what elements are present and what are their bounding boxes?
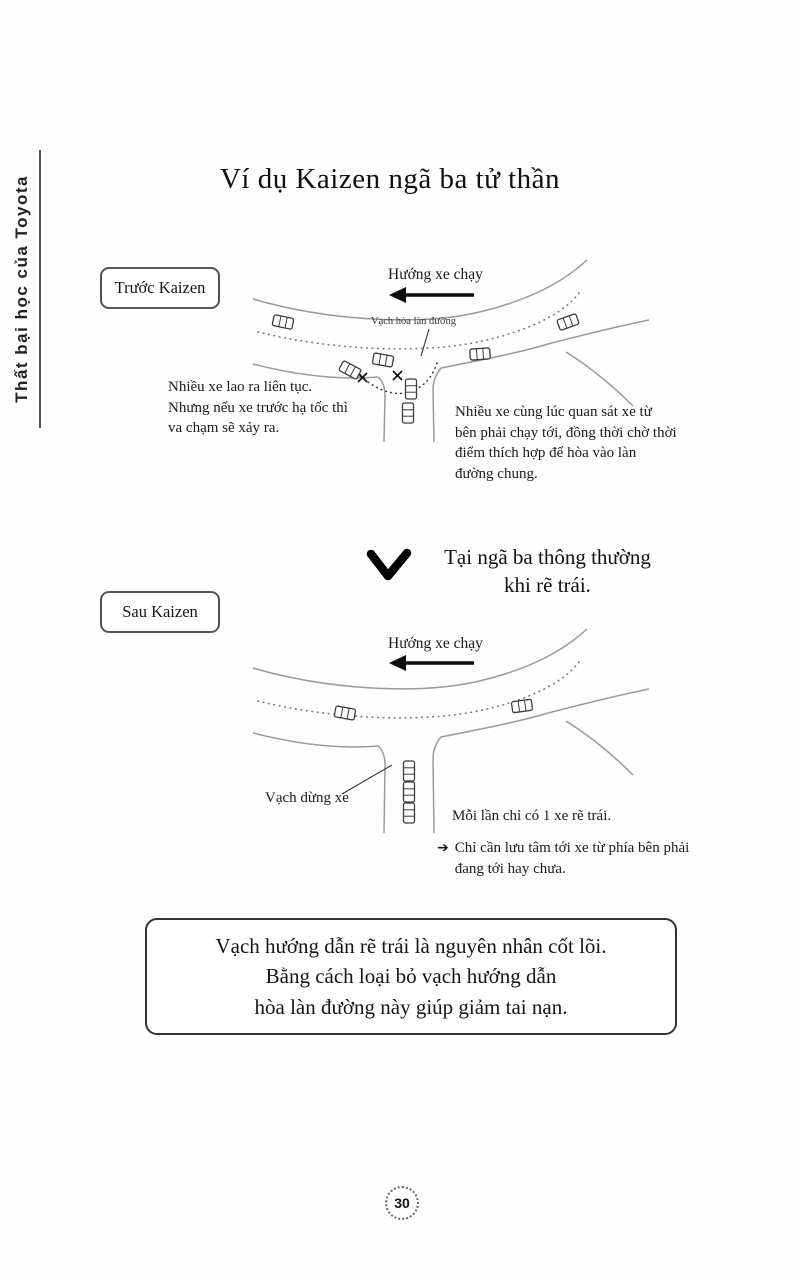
after-note-2 — [437, 838, 695, 880]
road-bottom-edge-right — [441, 713, 548, 737]
car-icon — [404, 782, 415, 802]
stem-left-edge — [378, 377, 385, 442]
before-left-note: Nhiều xe lao ra liên tục. Nhưng nếu xe trước hạ tốc thì va chạm sẽ xảy ra. — [168, 379, 348, 437]
merge-line-label: Vạch hòa làn đường — [371, 316, 457, 327]
merge-label-pointer — [421, 329, 429, 356]
stem-right-edge — [433, 368, 441, 442]
car-icon — [403, 403, 414, 423]
collision-mark — [393, 371, 402, 380]
car-icon — [404, 803, 415, 823]
road-bottom-edge-left — [253, 733, 378, 747]
road-bottom-edge-right — [441, 344, 548, 368]
before-right-note: Nhiều xe cùng lúc quan sát xe từ bên phải chạy tới, đồng thời chờ thời điểm thích hợp để hòa vào làn đường chung. — [455, 404, 677, 483]
car-icon — [372, 353, 394, 367]
after-note-1: Mỗi lần chỉ có 1 xe rẽ trái. — [452, 808, 612, 824]
fork-lower-edge — [566, 721, 633, 775]
transition-line-2: khi rẽ trái. — [504, 573, 591, 598]
conclusion-line-1: Vạch hướng dẫn rẽ trái là nguyên nhân cốt lõi. — [215, 934, 607, 958]
page-number-badge — [385, 1186, 419, 1220]
fork-lower-edge — [566, 352, 633, 406]
before-kaizen-label-box — [100, 267, 220, 309]
after-note-2-text: Chỉ cần lưu tâm tới xe từ phía bên phải đang tới hay chưa. — [454, 840, 690, 877]
conclusion-line-2: Bằng cách loại bỏ vạch hướng dẫn — [265, 964, 557, 989]
direction-arrow-icon — [389, 655, 474, 671]
direction-arrow-icon — [389, 287, 474, 303]
stem-left-edge — [378, 746, 385, 833]
before-direction-label: Hướng xe chạy — [388, 266, 483, 283]
stem-right-edge — [433, 737, 441, 833]
car-icon — [404, 761, 415, 781]
after-direction-label: Hướng xe chạy — [388, 635, 483, 652]
arrow-bullet-icon: ➔ — [437, 840, 449, 856]
sidebar — [12, 153, 32, 425]
transition-line-1: Tại ngã ba thông thường — [444, 545, 651, 569]
sidebar-rule — [39, 150, 41, 428]
after-kaizen-label-box — [100, 591, 220, 633]
page-number: 30 — [394, 1195, 410, 1211]
transition-text — [420, 543, 675, 600]
stop-line-label: Vạch dừng xe — [265, 790, 349, 806]
sidebar-vertical-text: Thất bại học của Toyota — [12, 175, 31, 403]
page-title: Ví dụ Kaizen ngã ba tử thần — [219, 163, 561, 195]
car-icon — [470, 348, 491, 360]
fork-upper-edge — [548, 689, 649, 713]
car-icon — [406, 379, 417, 399]
conclusion-box — [145, 918, 677, 1035]
car-icon — [334, 706, 356, 720]
before-kaizen-label: Trước Kaizen — [114, 278, 206, 297]
car-icon — [272, 315, 294, 330]
conclusion-line-3: hòa làn đường này giúp giảm tai nạn. — [254, 994, 568, 1019]
after-kaizen-label: Sau Kaizen — [122, 602, 198, 621]
transition-chevron-icon — [366, 550, 412, 584]
car-icon — [511, 699, 532, 713]
car-icon — [557, 313, 580, 330]
